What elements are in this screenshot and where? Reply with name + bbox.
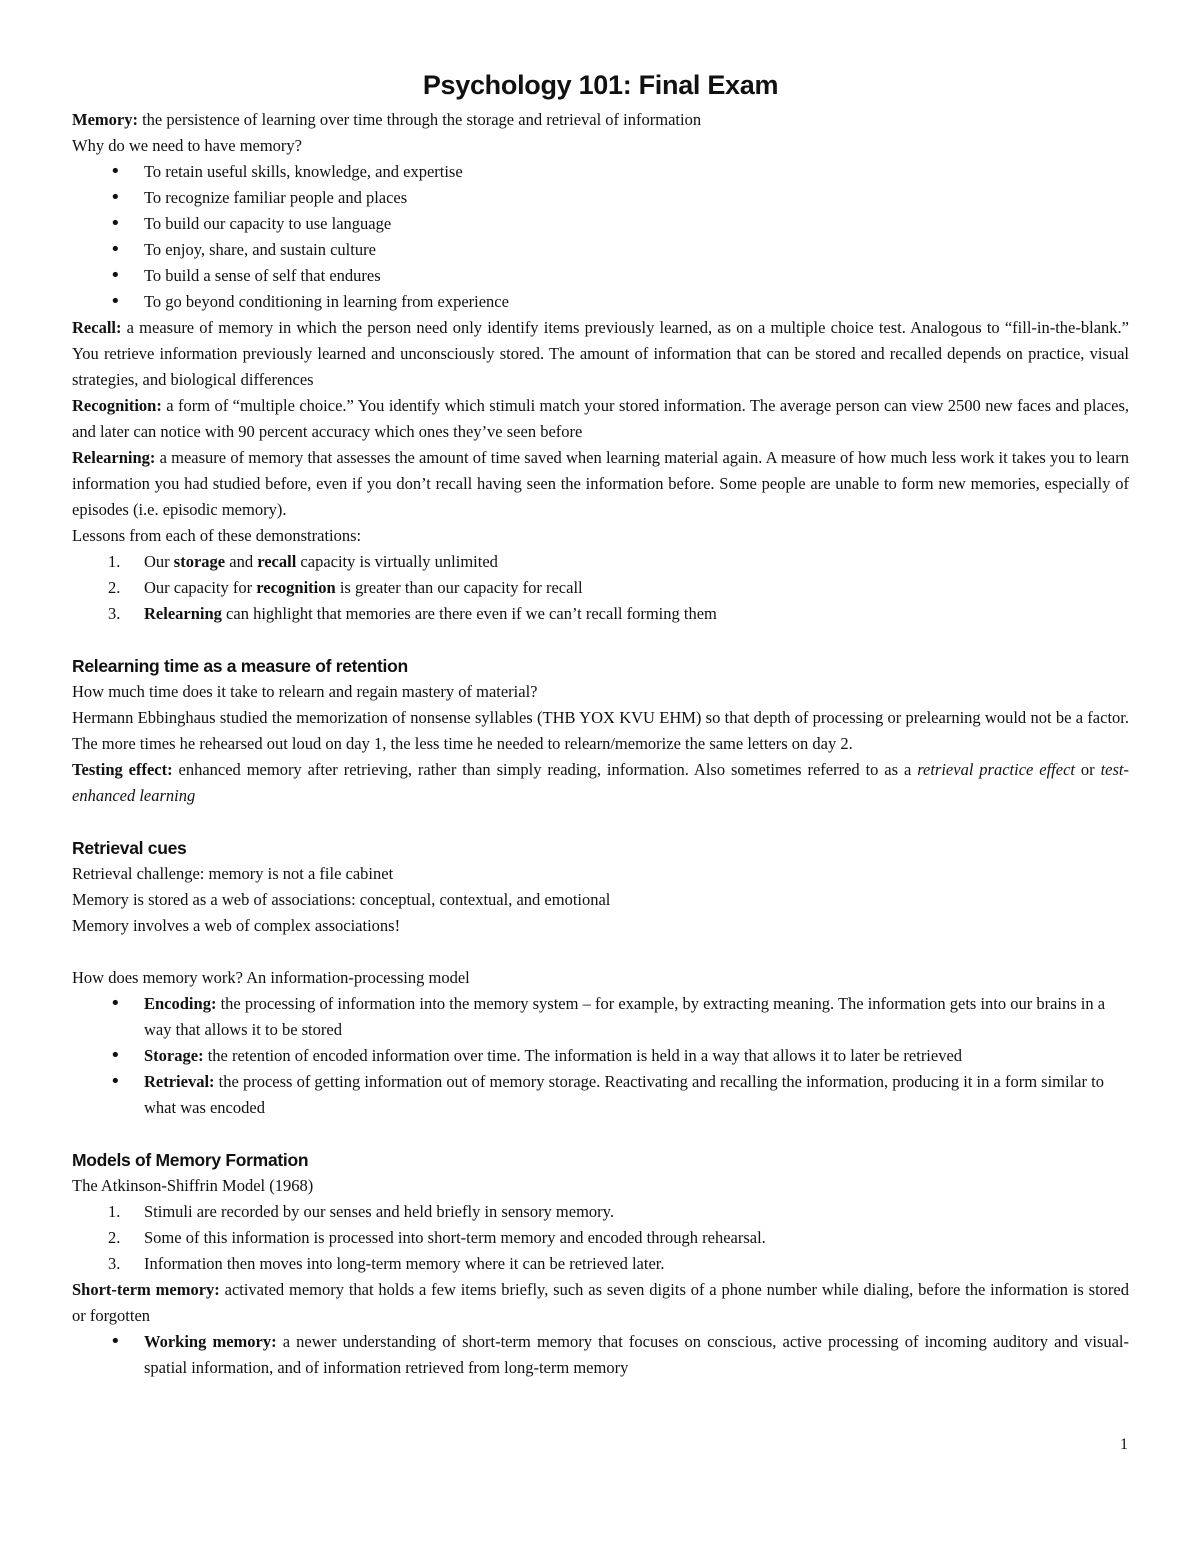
list-number: 2. [108,578,121,597]
recognition-definition [72,393,1129,445]
lesson-text: can highlight that memories are there even if we can’t recall forming them [221,604,717,623]
list-item [72,991,1129,1043]
lesson-text: and [225,552,258,571]
memory-question: Why do we need to have memory? [72,136,303,155]
recognition-term: Recognition: [72,396,162,415]
retrieval-line: Memory involves a web of complex associations! [72,916,401,935]
relearning-time-heading: Relearning time as a measure of retention [72,656,408,676]
lesson-bold: recall [257,552,297,571]
model-question: How does memory work? An information-processing model [72,968,470,987]
reasons-list [72,159,1129,315]
page-number: 1 [1120,1436,1128,1453]
list-number: 1. [108,552,121,571]
process-def: the retention of encoded information over time. The information is held in a way that allows it to later be retrieved [203,1046,963,1065]
list-number: 2. [108,1228,121,1247]
list-item: • To enjoy, share, and sustain culture [72,237,1129,263]
stm-definition [72,1277,1129,1329]
list-item: • To build a sense of self that endures [72,263,1129,289]
process-def: the process of getting information out of memory storage. Reactivating and recalling the information, producing it in a form similar to what was encoded [144,1072,1104,1117]
list-item [72,1069,1129,1121]
testing-effect-definition [72,757,1129,809]
testing-or: or [1075,760,1101,779]
retrieval-line: Retrieval challenge: memory is not a file cabinet [72,864,394,883]
recognition-def: a form of “multiple choice.” You identify which stimuli match your stored information. The average person can view 2500 new faces and places, and later can notice with 90 percent accuracy which ones they’ve seen before [72,396,1129,441]
lessons-list [72,549,1129,627]
list-item [72,1329,1129,1381]
step-text: Information then moves into long-term memory where it can be retrieved later. [144,1254,665,1273]
memory-definition [72,107,1129,133]
list-item: • To recognize familiar people and places [72,185,1129,211]
list-item [72,601,1129,627]
process-term: Encoding: [144,994,217,1013]
step-text: Some of this information is processed into short-term memory and encoded through rehearsal. [144,1228,766,1247]
list-item [72,549,1129,575]
process-term: Retrieval: [144,1072,215,1091]
lesson-bold: recognition [256,578,336,597]
retrieval-line: Memory is stored as a web of associations: conceptual, contextual, and emotional [72,890,611,909]
list-number: 3. [108,604,121,623]
list-item: • To retain useful skills, knowledge, and expertise [72,159,1129,185]
list-item [72,575,1129,601]
list-item [72,1225,1129,1251]
list-item [72,1043,1129,1069]
list-item [72,1199,1129,1225]
recall-def: a measure of memory in which the person need only identify items previously learned, as on a multiple choice test. Analogous to “fill-in-the-blank.” You retrieve information previously learned and unconsciously stored. The amount of information that can be stored and recalled depends on practice, visual strategies, and biological differences [72,318,1129,389]
atkinson-line: The Atkinson-Shiffrin Model (1968) [72,1176,314,1195]
stm-term: Short-term memory: [72,1280,220,1299]
recall-term: Recall: [72,318,122,337]
step-text: Stimuli are recorded by our senses and held briefly in sensory memory. [144,1202,614,1221]
wm-term: Working memory: [144,1332,277,1351]
lesson-text: Our capacity for [144,578,257,597]
models-heading: Models of Memory Formation [72,1150,309,1170]
page-title: Psychology 101: Final Exam [422,70,779,100]
testing-term: Testing effect: [72,760,173,779]
relearning-definition [72,445,1129,523]
wm-def: a newer understanding of short-term memory that focuses on conscious, active processing of incoming auditory and visual-spatial information, and of information retrieved from long-term memory [144,1332,1129,1377]
lessons-intro: Lessons from each of these demonstrations: [72,526,362,545]
recall-definition [72,315,1129,393]
process-def: the processing of information into the memory system – for example, by extracting meaning. The information gets into our brains in a way that allows it to be stored [144,994,1106,1039]
lesson-bold: Relearning [144,604,222,623]
process-term: Storage: [144,1046,204,1065]
testing-alt-term: test-enhanced learning [72,760,1129,805]
wm-list [72,1329,1129,1381]
ebbinghaus-paragraph: Hermann Ebbinghaus studied the memorization of nonsense syllables (THB YOX KVU EHM) so that depth of processing or prelearning would not be a factor. The more times he rehearsed out loud on day 1, the less time he needed to relearn/memorize the same letters on day 2. [72,708,1129,753]
testing-def: enhanced memory after retrieving, rather than simply reading, information. Also sometimes referred to as a [172,760,918,779]
relearning-term: Relearning: [72,448,156,467]
lesson-text: capacity is virtually unlimited [296,552,498,571]
list-item: • To go beyond conditioning in learning from experience [72,289,1129,315]
stm-def: activated memory that holds a few items briefly, such as seven digits of a phone number while dialing, before the information is stored or forgotten [72,1280,1130,1325]
memory-term: Memory: [72,110,138,129]
lesson-bold: storage [173,552,226,571]
list-item [72,1251,1129,1277]
list-item: • To build our capacity to use language [72,211,1129,237]
list-number: 3. [108,1254,121,1273]
document-page [72,70,1129,1381]
retrieval-cues-heading: Retrieval cues [72,838,187,858]
lesson-text: is greater than our capacity for recall [335,578,583,597]
process-list [72,991,1129,1121]
relearning-def: a measure of memory that assesses the amount of time saved when learning material again. A measure of how much less work it takes you to learn information you had studied before, even if you don’t recall having seen the information before. Some people are unable to form new memories, especially of episodes (i.e. episodic memory). [72,448,1129,519]
steps-list [72,1199,1129,1277]
lesson-text: Our [144,552,174,571]
list-number: 1. [108,1202,121,1221]
memory-def: the persistence of learning over time through the storage and retrieval of information [137,110,702,129]
relearning-question: How much time does it take to relearn and regain mastery of material? [72,682,538,701]
testing-alt-term: retrieval practice effect [917,760,1075,779]
